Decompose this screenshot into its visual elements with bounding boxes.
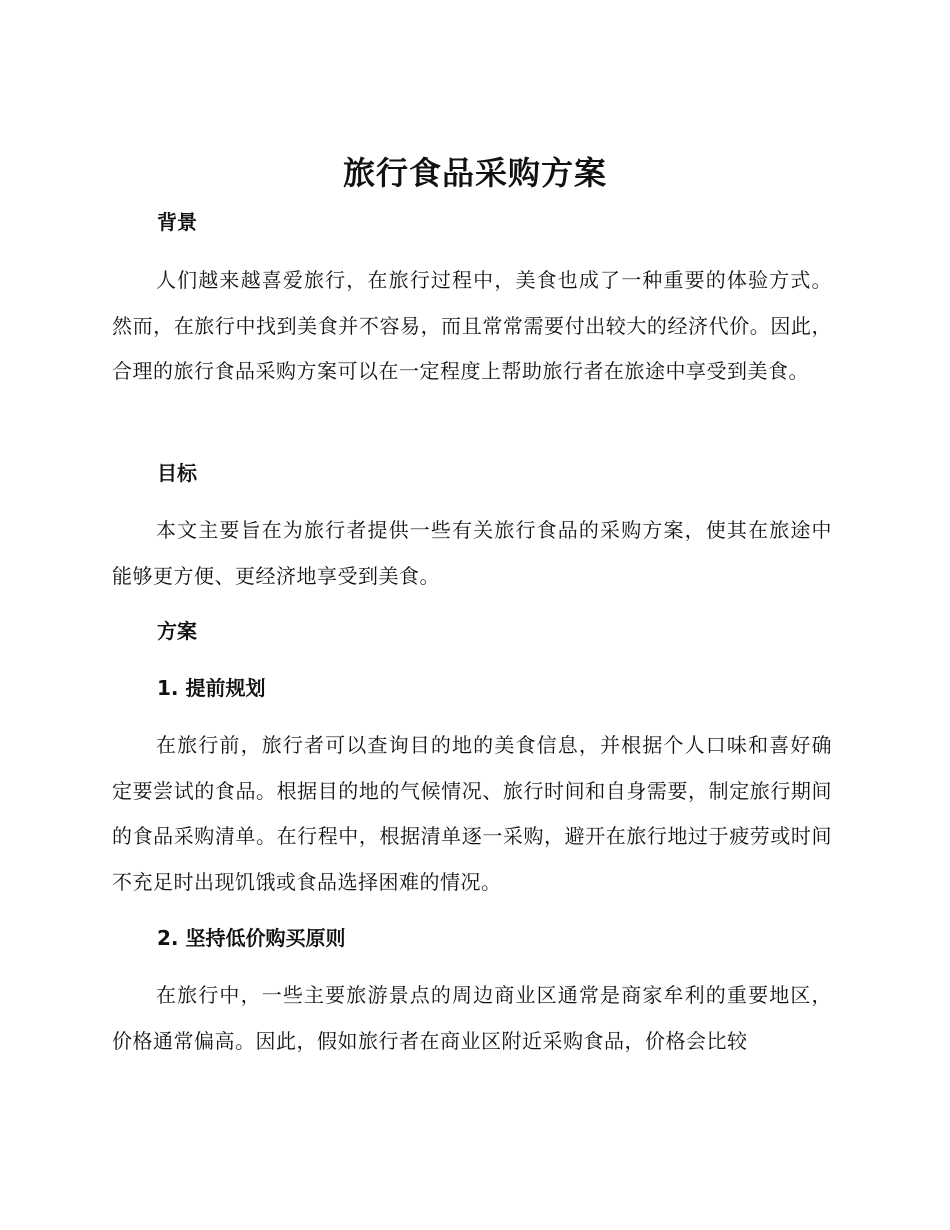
section-paragraph-background: 人们越来越喜爱旅行，在旅行过程中，美食也成了一种重要的体验方式。然而，在旅行中找到美食并不容易，而且常常需要付出较大的经济代价。因此，合理的旅行食品采购方案可以在一定程度上帮助旅行者在旅途中享受到美食。 xyxy=(112,268,832,383)
section-heading-background: 背景 xyxy=(157,210,197,234)
document-title: 旅行食品采购方案 xyxy=(342,154,607,192)
section-paragraph-advance-planning: 在旅行前，旅行者可以查询目的地的美食信息，并根据个人口味和喜好确定要尝试的食品。根据目的地的气候情况、旅行时间和自身需要，制定旅行期间的食品采购清单。在行程中，根据清单逐一采购，避开在旅行地过于疲劳或时间不充足时出现饥饿或食品选择困难的情况。 xyxy=(112,733,832,894)
section-heading-plan: 方案 xyxy=(157,619,197,643)
section-heading-advance-planning: 1. 提前规划 xyxy=(157,676,266,700)
section-heading-low-price: 2. 坚持低价购买原则 xyxy=(157,926,346,950)
section-paragraph-low-price: 在旅行中，一些主要旅游景点的周边商业区通常是商家牟利的重要地区，价格通常偏高。因此，假如旅行者在商业区附近采购食品，价格会比较 xyxy=(112,983,832,1053)
section-paragraph-goal: 本文主要旨在为旅行者提供一些有关旅行食品的采购方案，使其在旅途中能够更方便、更经济地享受到美食。 xyxy=(112,518,832,588)
section-heading-goal: 目标 xyxy=(157,461,197,485)
